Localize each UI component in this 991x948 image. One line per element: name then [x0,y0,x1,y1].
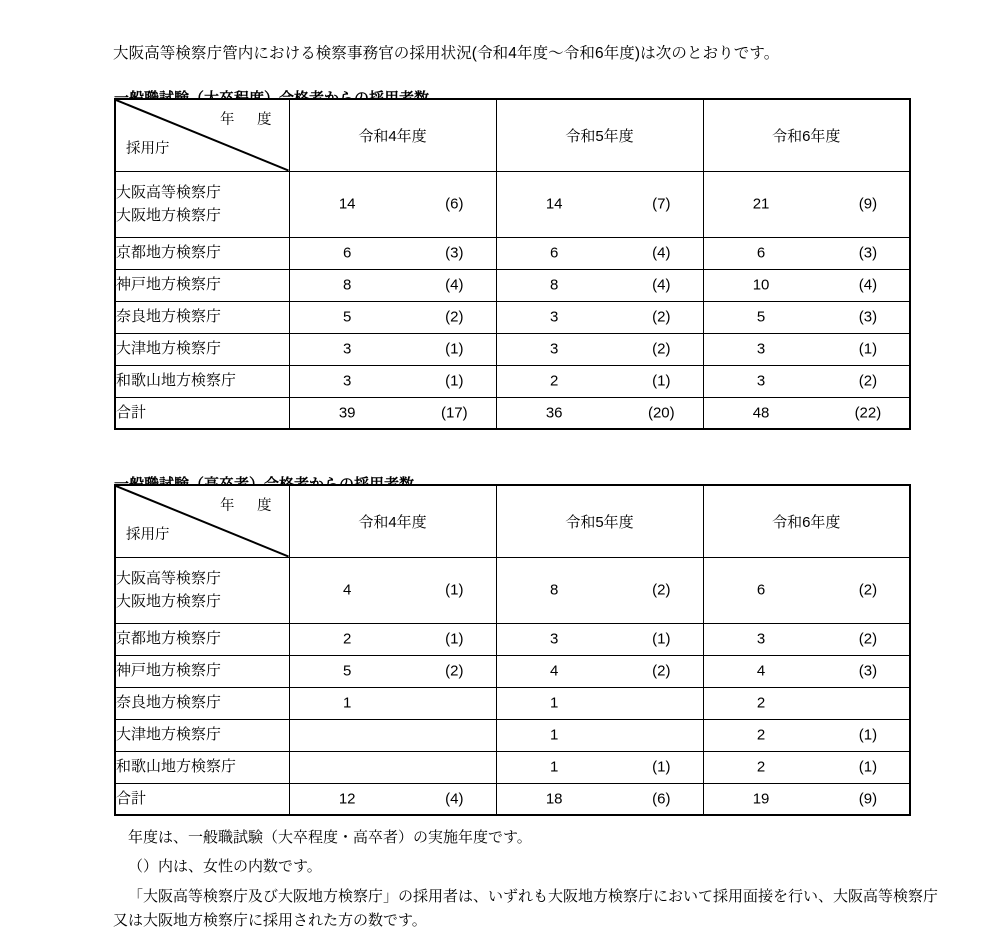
value-count: 2 [756,694,766,712]
value-cell [703,783,910,815]
value-count: 3 [550,340,559,358]
table-header-row [115,485,910,557]
value-female-count: (2) [858,630,878,648]
value-cell [703,397,910,429]
table-row [115,365,910,397]
value-cell [703,269,910,301]
value-cell [289,557,496,623]
value-count: 5 [343,308,352,326]
value-female-count: (1) [858,340,878,358]
value-female-count: (2) [652,308,671,326]
value-count: 2 [756,726,766,744]
value-female-count: (6) [445,195,464,213]
value-cell [703,365,910,397]
value-count: 4 [343,581,352,599]
footnotes [113,826,953,938]
table-row [115,687,910,719]
table-row [115,655,910,687]
value-cell [289,751,496,783]
row-agency-label: 京都地方検察庁 [115,237,289,269]
value-female-count: (9) [858,790,878,808]
value-female-count: (20) [647,404,675,422]
value-cell [289,301,496,333]
value-cell [496,751,703,783]
header-year-label: 年 度 [220,498,276,514]
value-female-count: (3) [858,308,878,326]
value-count: 12 [338,790,356,808]
value-female-count: (4) [858,276,878,294]
value-cell [289,397,496,429]
table-total-row [115,783,910,815]
header-agency-label: 採用庁 [126,526,170,543]
value-female-count: (3) [858,662,878,680]
value-cell [496,783,703,815]
value-cell [703,623,910,655]
recruitment-table-university [114,98,911,430]
value-count: 14 [545,195,563,213]
value-count: 5 [343,662,352,680]
footnote-item: 年度は、一般職試験（大卒程度・高卒者）の実施年度です。 [128,829,532,846]
column-header-year-2: 令和5年度 [496,485,703,557]
value-count: 8 [550,581,559,599]
value-count: 3 [343,372,352,390]
row-agency-label: 合計 [115,397,289,429]
value-cell [289,719,496,751]
value-female-count: (2) [652,662,671,680]
value-count: 8 [550,276,559,294]
value-cell [496,365,703,397]
value-count: 2 [756,758,766,776]
agency-line-2: 大阪地方検察庁 [116,593,222,610]
value-count: 8 [343,276,352,294]
value-count: 6 [756,581,766,599]
value-count: 1 [550,726,559,744]
value-female-count: (1) [652,630,671,648]
value-count: 14 [338,195,356,213]
value-cell [703,301,910,333]
table-row [115,333,910,365]
value-cell [703,237,910,269]
value-count: 1 [343,694,352,712]
column-header-year-3: 令和6年度 [703,485,910,557]
agency-line-1: 大阪高等検察庁 [116,183,222,201]
table-row [115,237,910,269]
footnote-item: 「大阪高等検察庁及び大阪地方検察庁」の採用者は、いずれも大阪地方検察庁において採用面接を行い、大阪高等検察庁又は大阪地方検察庁に採用された方の数です。 [113,887,939,929]
value-cell [496,237,703,269]
value-female-count: (7) [652,195,671,213]
value-count: 3 [550,308,559,326]
value-count: 3 [756,340,766,358]
value-cell [703,719,910,751]
value-female-count: (2) [652,340,671,358]
value-female-count: (4) [445,276,464,294]
value-cell [289,783,496,815]
row-agency-label: 和歌山地方検察庁 [115,365,289,397]
footnote-item: （）内は、女性の内数です。 [128,858,322,876]
row-agency-label: 奈良地方検察庁 [115,301,289,333]
value-cell [496,719,703,751]
row-agency-label [115,171,289,237]
row-agency-label: 京都地方検察庁 [115,623,289,655]
value-female-count: (2) [858,581,878,599]
value-female-count: (17) [440,404,468,422]
value-female-count: (4) [445,790,464,808]
value-cell [289,269,496,301]
value-cell [703,557,910,623]
value-cell [703,655,910,687]
value-female-count: (9) [858,195,878,213]
row-agency-label [115,557,289,623]
value-count: 21 [752,195,770,213]
column-header-year-3: 令和6年度 [703,99,910,171]
value-cell [703,687,910,719]
recruitment-table-highschool [114,484,911,816]
value-cell [289,365,496,397]
table-row [115,623,910,655]
value-cell [496,397,703,429]
row-agency-label: 和歌山地方検察庁 [115,751,289,783]
row-agency-label: 合計 [115,783,289,815]
value-female-count: (3) [858,244,878,262]
table-row [115,301,910,333]
agency-line-1: 大阪高等検察庁 [116,569,222,587]
value-count: 1 [550,758,559,776]
value-count: 18 [545,790,563,808]
value-female-count: (2) [445,662,464,680]
value-cell [289,623,496,655]
value-cell [496,301,703,333]
value-female-count: (6) [652,790,671,808]
value-female-count: (1) [445,340,464,358]
value-count: 5 [756,308,766,326]
value-female-count: (1) [445,630,464,648]
table-row [115,751,910,783]
value-female-count: (1) [652,758,671,776]
value-cell [703,751,910,783]
value-cell [289,655,496,687]
value-cell [289,237,496,269]
value-count: 4 [550,662,559,680]
intro-paragraph: 大阪高等検察庁管内における検察事務官の採用状況(令和4年度～令和6年度)は次のとおりです。 [113,44,780,62]
value-female-count: (3) [445,244,464,262]
value-count: 6 [550,244,559,262]
row-agency-label: 奈良地方検察庁 [115,687,289,719]
table-row [115,719,910,751]
table-row [115,269,910,301]
value-count: 4 [756,662,766,680]
row-agency-label: 大津地方検察庁 [115,333,289,365]
table-total-row [115,397,910,429]
agency-line-2: 大阪地方検察庁 [116,207,222,224]
value-female-count: (4) [652,244,671,262]
value-count: 2 [550,372,559,390]
row-agency-label: 大津地方検察庁 [115,719,289,751]
row-agency-label: 神戸地方検察庁 [115,269,289,301]
value-female-count: (22) [854,404,882,422]
value-cell [496,687,703,719]
value-count: 1 [550,694,559,712]
value-count: 3 [343,340,352,358]
value-cell [496,333,703,365]
table-row [115,557,910,623]
value-count: 2 [343,630,352,648]
value-count: 6 [343,244,352,262]
value-cell [703,333,910,365]
header-corner-cell [115,99,289,171]
value-cell [703,171,910,237]
value-female-count: (2) [445,308,464,326]
value-cell [496,623,703,655]
value-count: 3 [756,372,766,390]
table-row [115,171,910,237]
value-cell [496,171,703,237]
column-header-year-2: 令和5年度 [496,99,703,171]
value-female-count: (2) [858,372,878,390]
value-cell [289,333,496,365]
column-header-year-1: 令和4年度 [289,485,496,557]
value-cell [289,171,496,237]
value-count: 19 [752,790,770,808]
value-cell [289,687,496,719]
value-count: 10 [752,276,770,294]
value-female-count: (2) [652,581,671,599]
value-count: 3 [756,630,766,648]
value-female-count: (1) [652,372,671,390]
value-cell [496,655,703,687]
value-count: 48 [752,404,770,422]
value-count: 36 [545,404,563,422]
header-year-label: 年 度 [220,112,276,128]
value-count: 3 [550,630,559,648]
header-agency-label: 採用庁 [126,140,170,157]
value-count: 39 [338,404,356,422]
header-corner-cell [115,485,289,557]
value-cell [496,269,703,301]
value-female-count: (1) [445,581,464,599]
table-header-row [115,99,910,171]
value-female-count: (1) [858,758,878,776]
value-female-count: (1) [858,726,878,744]
value-female-count: (4) [652,276,671,294]
value-female-count: (1) [445,372,464,390]
row-agency-label: 神戸地方検察庁 [115,655,289,687]
value-count: 6 [756,244,766,262]
column-header-year-1: 令和4年度 [289,99,496,171]
value-cell [496,557,703,623]
